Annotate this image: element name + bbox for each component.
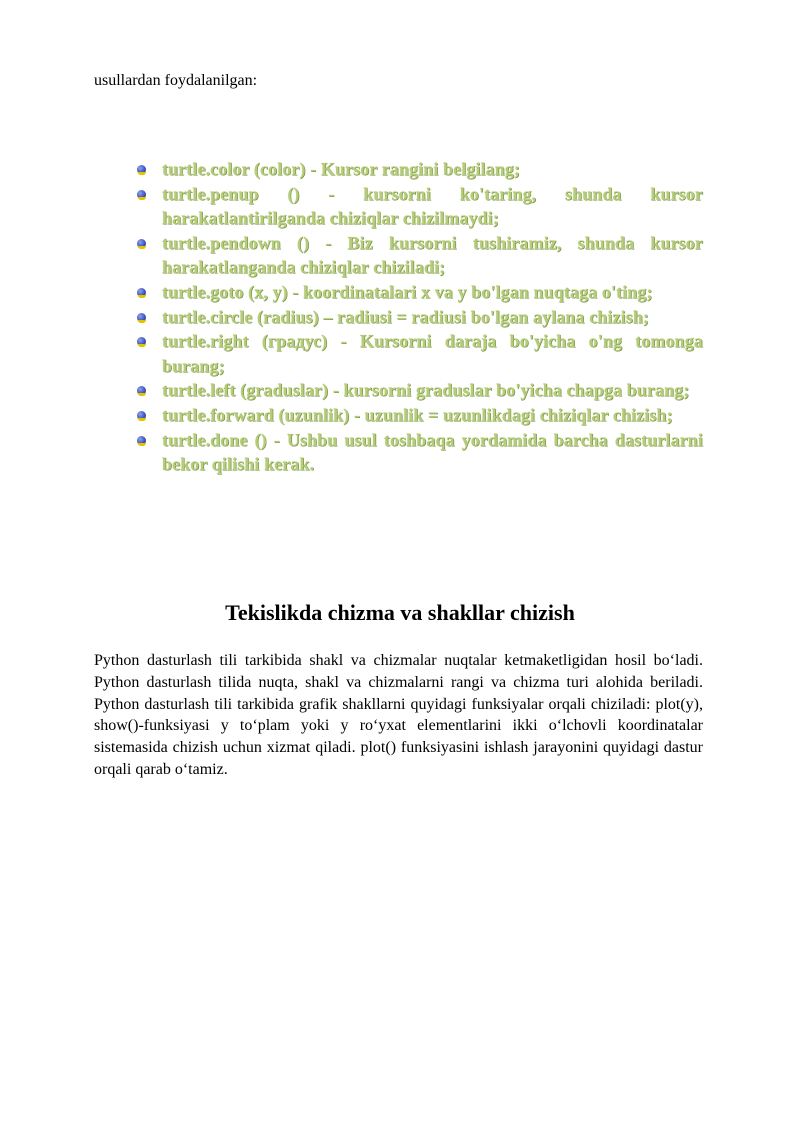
- list-item-text: turtle.circle (radius) – radiusi = radiusi bo'lgan aylana chizish;: [162, 306, 650, 327]
- bullet-icon: [137, 313, 146, 322]
- list-item: [135, 329, 703, 378]
- bullet-icon: [137, 436, 146, 445]
- list-item-text: turtle.pendown () - Biz kursorni tushiramiz, shunda kursor harakatlanganda chiziqlar chiziladi;: [162, 232, 703, 278]
- list-item: [135, 305, 703, 330]
- list-item-text: turtle.left (graduslar) - kursorni graduslar bo'yicha chapga burang;: [162, 380, 690, 401]
- list-item-text: turtle.color (color) - Kursor rangini belgilang;: [162, 159, 521, 179]
- intro-text: usullardan foydalanilgan:: [94, 72, 258, 89]
- list-item-text: turtle.penup () - kursorni ko'taring, shunda kursor harakatlantirilganda chiziqlar chizilmaydi;: [162, 183, 703, 229]
- list-item-text: turtle.forward (uzunlik) - uzunlik = uzunlikdagi chiziqlar chizish;: [162, 404, 673, 425]
- list-item: [135, 157, 703, 182]
- list-item-text: turtle.done () - Ushbu usul toshbaqa yordamida barcha dasturlarni bekor qilishi kerak.: [162, 429, 703, 475]
- bullet-icon: [137, 337, 146, 346]
- bullet-icon: [137, 288, 146, 297]
- list-item: [135, 378, 703, 403]
- body-paragraph: Python dasturlash tili tarkibida shakl va chizmalar nuqtalar ketmaketligidan hosil bo‘ladi. Python dasturlash tilida nuqta, shakl va chizmalarni rangi va chizma turi alohida beriladi. Python dasturlash tili tarkibida grafik shakllarni quyidagi funksiyalar orqali chiziladi: plot(y), show()-funksiyasi y to‘plam yoki y ro‘yxat elementlarini ikki o‘lchovli koordinatalar sistemasida chizish uchun xizmat qiladi. plot() funksiyasini ishlash jarayonini quyidagi dastur orqali qarab o‘tamiz.: [94, 652, 703, 778]
- bullet-icon: [137, 411, 146, 420]
- turtle-methods-list: [135, 157, 703, 477]
- section-title: Tekislikda chizma va shakllar chizish: [225, 600, 575, 625]
- list-item: [135, 182, 703, 231]
- bullet-icon: [137, 386, 146, 395]
- bullet-icon: [137, 239, 146, 248]
- list-item: [135, 231, 703, 280]
- bullet-icon: [137, 190, 146, 199]
- list-item-text: turtle.right (градус) - Kursorni daraja bo'yicha o'ng tomonga burang;: [162, 331, 703, 376]
- list-item-text: turtle.goto (x, y) - koordinatalari x va y bo'lgan nuqtaga o'ting;: [162, 281, 653, 302]
- bullet-icon: [137, 165, 146, 174]
- list-item: [135, 280, 703, 305]
- list-item: [135, 403, 703, 428]
- list-item: [135, 428, 703, 477]
